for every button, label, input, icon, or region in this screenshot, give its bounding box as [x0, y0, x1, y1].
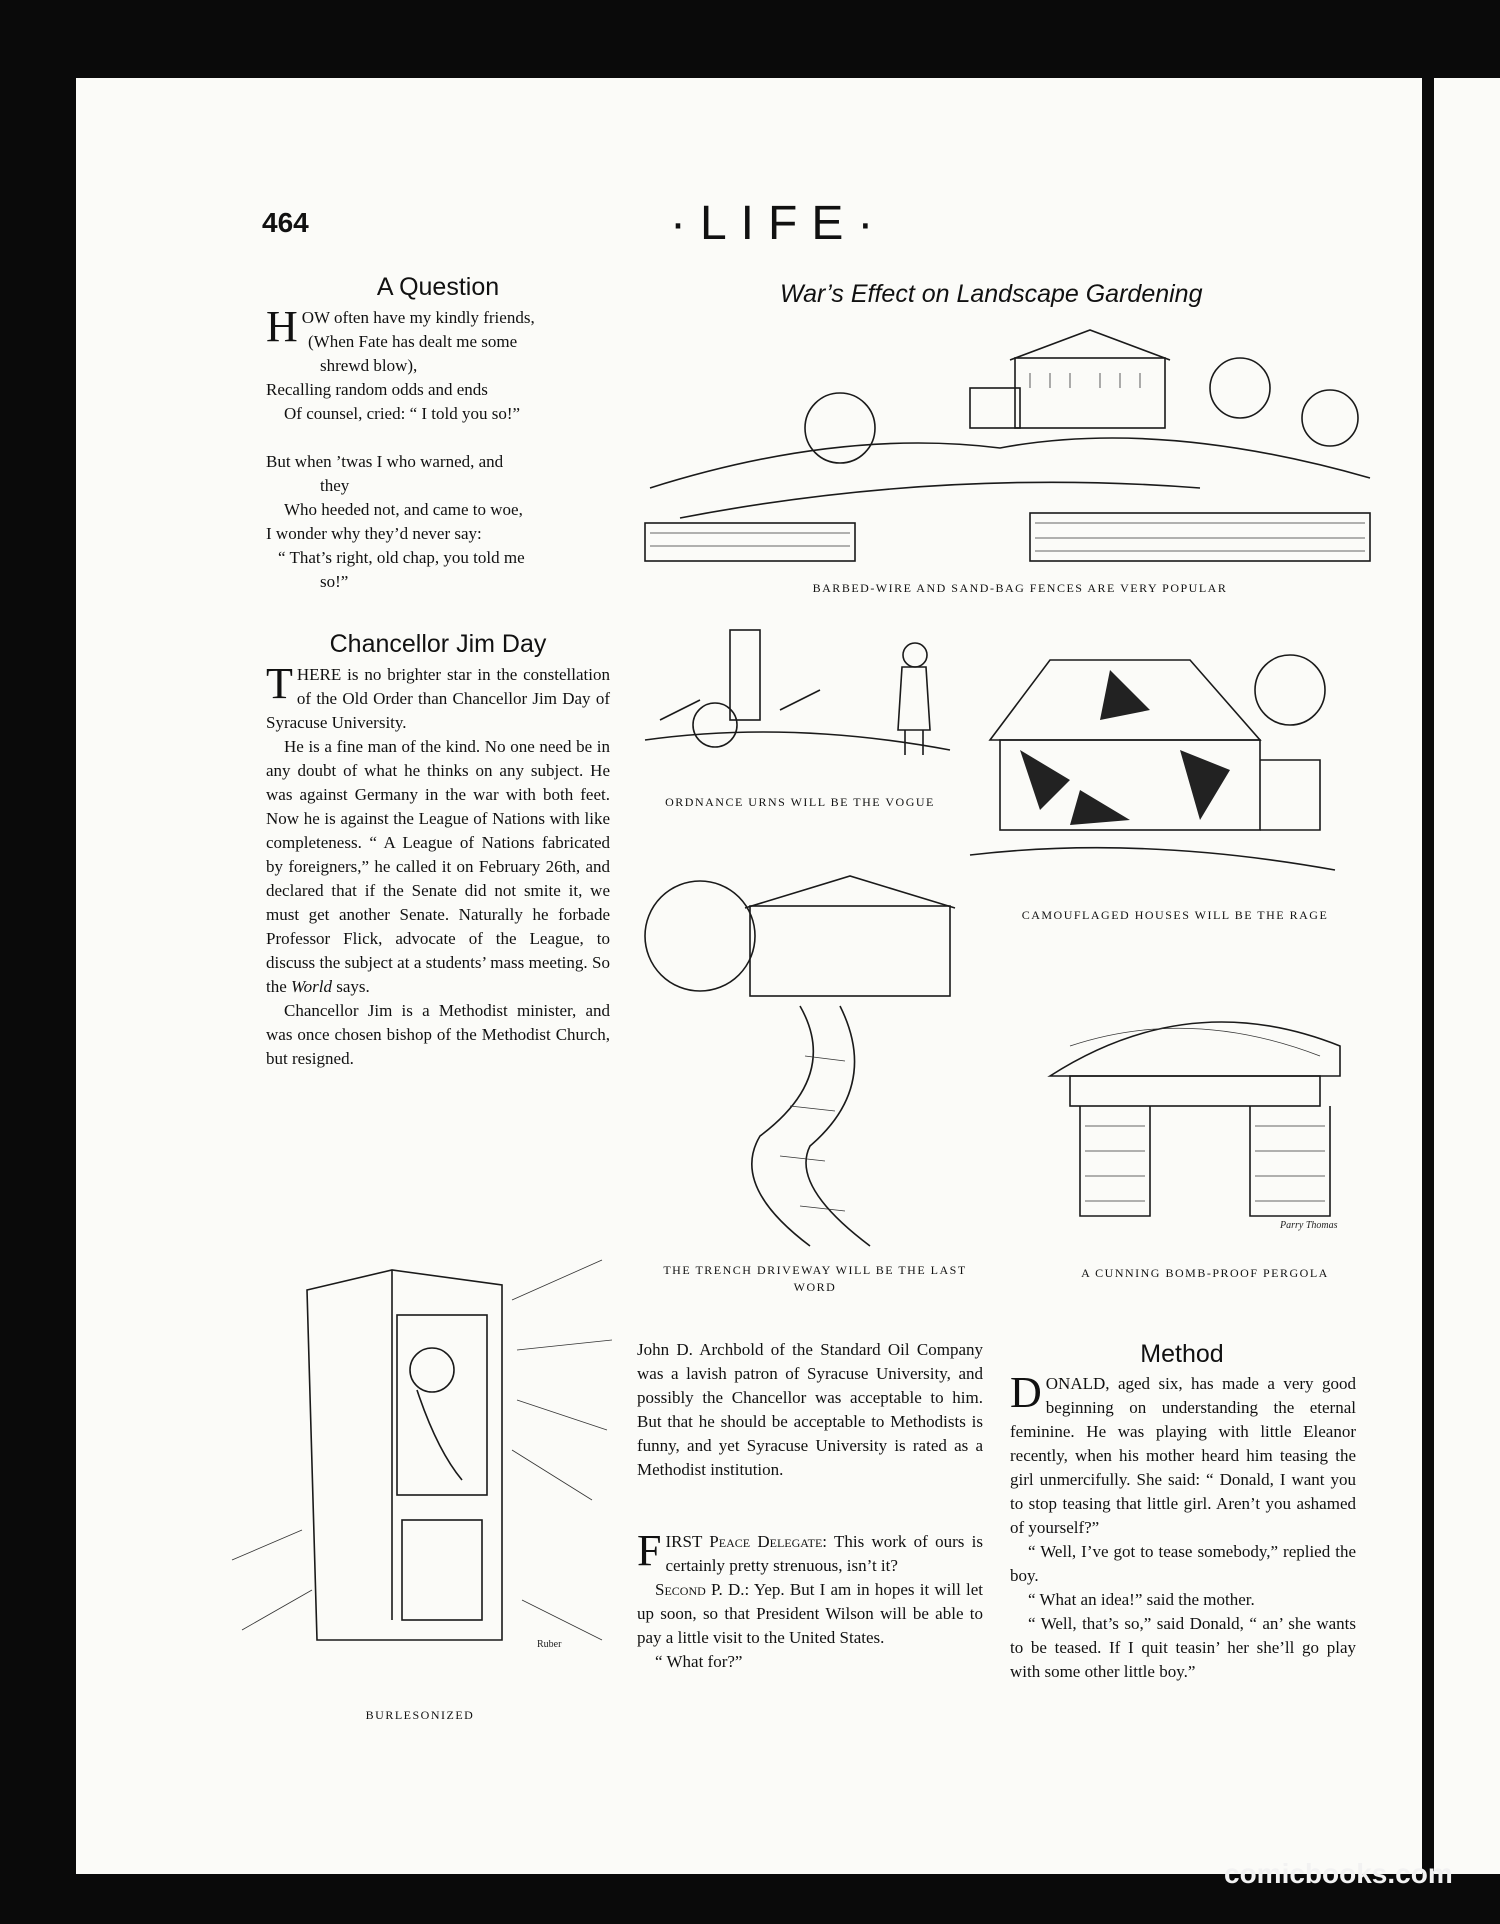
poem-line: so!”	[320, 572, 349, 591]
caption-houses: CAMOUFLAGED HOUSES WILL BE THE RAGE	[1021, 908, 1329, 922]
speaker-one: IRST Peace Delegate:	[665, 1532, 827, 1551]
illustration-urns	[640, 610, 960, 780]
masthead: ·LIFE·	[670, 197, 888, 250]
artist-signature: Parry Thomas	[1280, 1220, 1338, 1231]
poem-line: shrewd blow),	[320, 356, 418, 375]
poem-line: OW often have my kindly friends,	[301, 308, 535, 327]
method-paragraph-4: “ Well, that’s so,” said Donald, “ an’ she wants to be teased. If I quit teasin’ her she’ll go play with some other little boy.”	[1010, 1614, 1356, 1681]
feature-title: War’s Effect on Landscape Gardening	[780, 280, 1203, 308]
chancellor-continued	[637, 1338, 983, 1482]
chancellor-continued-paragraph: John D. Archbold of the Standard Oil Company was a lavish patron of Syracuse University, and possibly the Chancellor was acceptable to him. But that he should be acceptable to Methodists is funny, and yet Syracuse University is rated as a Methodist institution.	[637, 1340, 983, 1479]
chancellor-paragraph-3: Chancellor Jim is a Methodist minister, and was once chosen bishop of the Methodist Church, but resigned.	[266, 1001, 610, 1068]
poem-line: “ That’s right, old chap, you told me	[278, 548, 525, 567]
chancellor-paragraph-1: HERE is no brighter star in the constellation of the Old Order than Chancellor Jim Day of Syracuse University.	[266, 665, 610, 732]
method-article	[1010, 1368, 1356, 1684]
chancellor-dropcap: T	[266, 659, 293, 708]
poem-line: Who heeded not, and came to woe,	[284, 500, 523, 519]
method-paragraph-3: “ What an idea!” said the mother.	[1028, 1590, 1255, 1609]
poem-stanza-break	[266, 426, 616, 450]
caption-cartoon: BURLESONIZED	[365, 1708, 475, 1722]
illustration-trench-driveway	[640, 856, 1010, 1256]
question-poem	[266, 302, 616, 594]
poem-line: (When Fate has dealt me some	[308, 332, 518, 351]
caption-driveway: THE TRENCH DRIVEWAY WILL BE THE LAST WORD	[663, 1263, 967, 1294]
peace-delegates-dialogue	[637, 1526, 983, 1674]
watermark: comicbooks.com	[1224, 1858, 1453, 1889]
chancellor-paragraph-2: He is a fine man of the kind. No one need be in any doubt of what he thinks on any subject. He was against Germany in the war with both feet. Now he is against the League of Nations with like completeness. “ A League of Nations fabricated by foreigners,” he called it on February 26th, and declared that if the Senate did not smite it, we must get another Senate. Naturally he forbade Professor Flick, advocate of the League, to discuss the subject at a students’ mass meeting. So the	[266, 737, 610, 996]
poem-line: I wonder why they’d never say:	[266, 524, 482, 543]
caption-pergola: A CUNNING BOMB-PROOF PERGOLA	[1081, 1266, 1329, 1280]
illustration-fences	[640, 318, 1380, 570]
chancellor-article	[266, 659, 610, 1071]
closing-line: “ What for?”	[655, 1652, 743, 1671]
method-paragraph-2: “ Well, I’ve got to tease somebody,” replied the boy.	[1010, 1542, 1356, 1585]
poem-line: But when ’twas I who warned, and	[266, 452, 504, 471]
question-dropcap: H	[266, 302, 298, 351]
caption-fences: BARBED-WIRE AND SAND-BAG FENCES ARE VERY POPULAR	[812, 581, 1228, 595]
cartoon-telephone-booth	[222, 1200, 622, 1700]
speaker-two-line: Yep. But I am in hopes it will let up soon, so that President Wilson will be able to pay a little visit to the United States.	[637, 1580, 983, 1647]
speaker-one-line: This work of ours is certainly pretty strenuous, isn’t it?	[665, 1532, 983, 1575]
peace-dropcap: F	[637, 1526, 662, 1575]
page-number: 464	[262, 207, 309, 238]
poem-line: Of counsel, cried: “ I told you so!”	[284, 404, 521, 423]
method-dropcap: D	[1010, 1368, 1042, 1417]
cartoon-signature: Ruber	[537, 1639, 562, 1650]
illustration-camouflaged-house	[960, 630, 1340, 890]
illustration-pergola	[1030, 966, 1360, 1236]
caption-urns: ORDNANCE URNS WILL BE THE VOGUE	[665, 795, 935, 809]
newspaper-name: World	[291, 977, 332, 996]
chancellor-title: Chancellor Jim Day	[329, 630, 547, 658]
poem-line: Recalling random odds and ends	[266, 380, 488, 399]
method-title: Method	[1140, 1340, 1224, 1368]
adjacent-page-edge	[1434, 78, 1500, 1874]
method-paragraph-1: ONALD, aged six, has made a very good beginning on understanding the eternal feminine. He was playing with little Eleanor recently, when his mother heard him teasing the girl unmercifully. She said: “ Donald, I want you to stop teasing that little girl. Aren’t you ashamed of yourself?”	[1010, 1374, 1356, 1537]
poem-line: they	[320, 476, 350, 495]
question-title: A Question	[376, 273, 500, 301]
speaker-two: Second P. D.:	[655, 1580, 750, 1599]
chancellor-paragraph-2-end: says.	[336, 977, 370, 996]
